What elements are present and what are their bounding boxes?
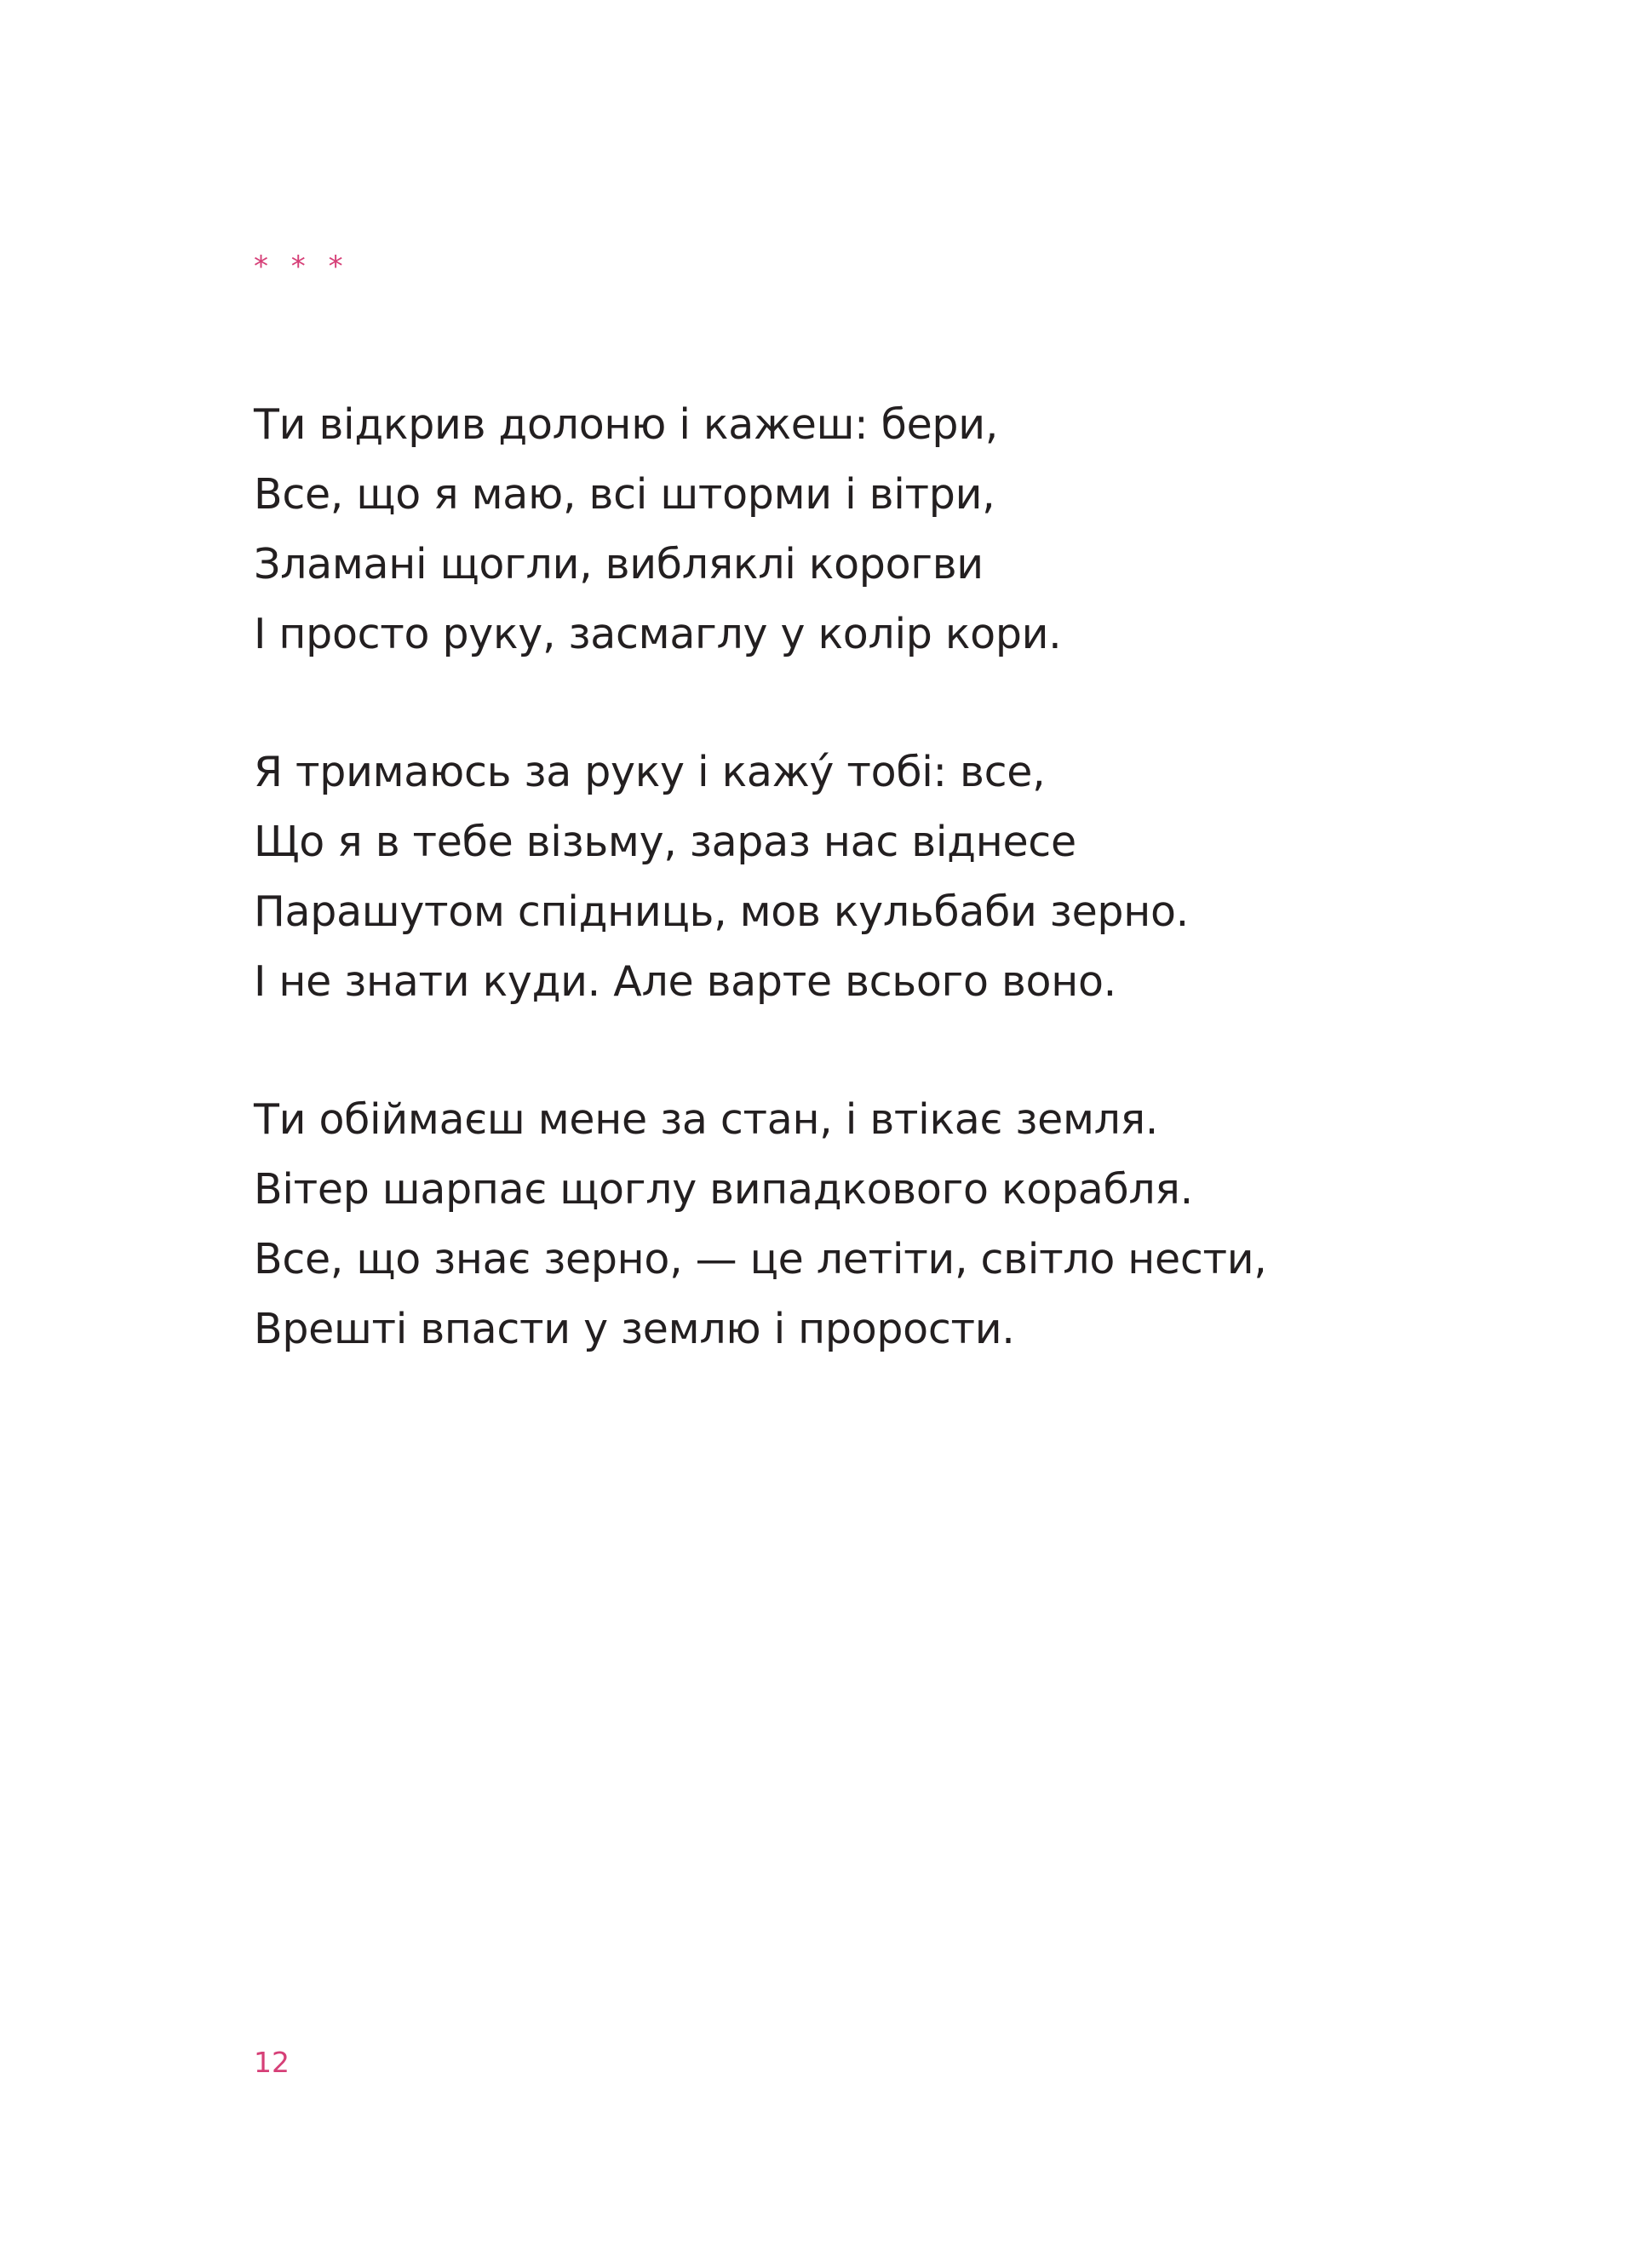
poem-line: Ти обіймаєш мене за стан, і втікає земля. xyxy=(254,1095,1159,1144)
poem-line: Я тримаюсь за руку і кажý тобі: все, xyxy=(254,748,1046,796)
poem-line: Ти відкрив долоню і кажеш: бери, xyxy=(254,400,999,449)
section-ornament: * * * xyxy=(254,250,350,284)
poem-line: Зламані щогли, вибляклі корогви xyxy=(254,540,984,589)
poem-line: Що я в тебе візьму, зараз нас віднесе xyxy=(254,818,1076,866)
poem xyxy=(254,390,1446,1433)
poem-line: Все, що я маю, всі шторми і вітри, xyxy=(254,470,995,519)
stanza-2 xyxy=(254,738,1446,1017)
poem-line: І просто руку, засмаглу у колір кори. xyxy=(254,610,1062,658)
poem-line: Врешті впасти у землю і прорости. xyxy=(254,1305,1015,1353)
page-number: 12 xyxy=(254,2046,290,2079)
poem-line: Парашутом спідниць, мов кульбаби зерно. xyxy=(254,887,1189,936)
stanza-1 xyxy=(254,390,1446,669)
poem-line: І не знати куди. Але варте всього воно. xyxy=(254,957,1116,1006)
poem-line: Все, що знає зерно, — це летіти, світло нести, xyxy=(254,1235,1267,1283)
stanza-3 xyxy=(254,1085,1446,1364)
poem-line: Вітер шарпає щоглу випадкового корабля. xyxy=(254,1165,1193,1214)
